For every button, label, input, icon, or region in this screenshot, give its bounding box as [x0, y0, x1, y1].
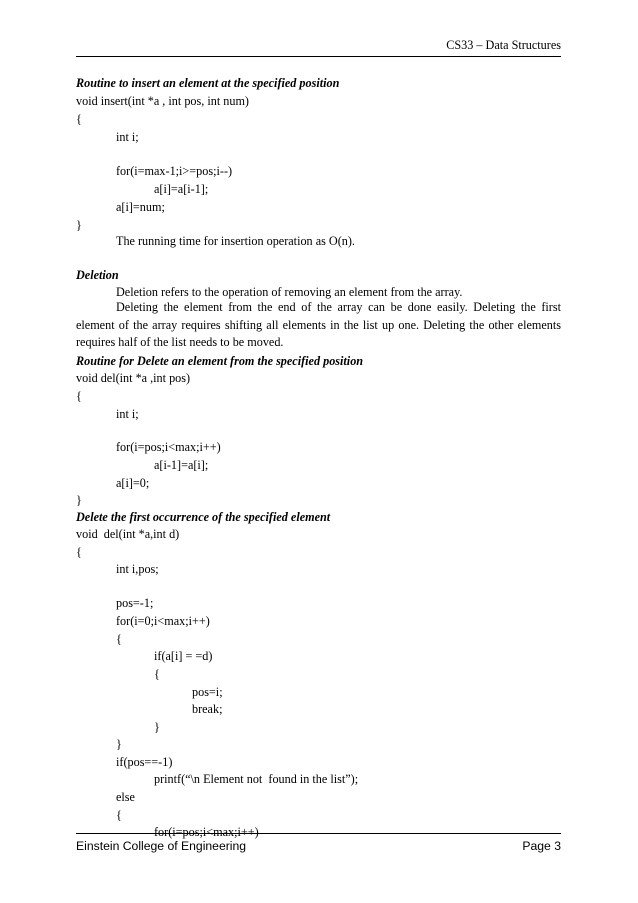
code-line: if(a[i] = =d): [154, 649, 213, 663]
deletion-paragraph-1: Deletion refers to the operation of removing an element from the array.: [116, 285, 463, 299]
code-line: void del(int *a,int d): [76, 527, 180, 541]
code-line: {: [116, 808, 122, 822]
code-line: }: [154, 720, 160, 734]
footer-page-number: Page 3: [522, 839, 561, 853]
code-line: {: [76, 545, 82, 559]
heading-delete-first-occurrence: Delete the first occurrence of the specified element: [76, 510, 331, 524]
code-line: a[i]=0;: [116, 476, 150, 490]
heading-delete-position-routine: Routine for Delete an element from the specified position: [76, 354, 364, 368]
code-line: a[i-1]=a[i];: [154, 458, 209, 472]
code-line: else: [116, 790, 135, 804]
code-line: {: [116, 632, 122, 646]
code-line: a[i]=num;: [116, 200, 165, 214]
code-line: {: [76, 389, 82, 403]
code-line: void del(int *a ,int pos): [76, 371, 191, 385]
header-course-title: CS33 – Data Structures: [446, 38, 561, 52]
code-line: for(i=pos;i<max;i++): [116, 440, 221, 454]
code-line: int i,pos;: [116, 562, 159, 576]
code-line: void insert(int *a , int pos, int num): [76, 94, 249, 108]
header-rule: [76, 56, 561, 57]
code-line: for(i=0;i<max;i++): [116, 614, 210, 628]
code-line: {: [154, 667, 160, 681]
code-line: if(pos==-1): [116, 755, 173, 769]
code-line: a[i]=a[i-1];: [154, 182, 209, 196]
footer-college-name: Einstein College of Engineering: [76, 839, 247, 853]
heading-deletion: Deletion: [76, 268, 119, 282]
code-line: int i;: [116, 130, 139, 144]
heading-insert-routine: Routine to insert an element at the specified position: [76, 76, 340, 90]
code-line: }: [116, 737, 122, 751]
code-line: {: [76, 112, 82, 126]
code-line: for(i=max-1;i>=pos;i--): [116, 164, 233, 178]
code-line: for(i=pos;i<max;i++): [154, 825, 259, 839]
code-line: pos=i;: [192, 685, 223, 699]
deletion-paragraph-2: Deleting the element from the end of the array can be done easily. Deleting the first element of the array requires shifting all elements in the list up one. Deleting the other elements requires half of the list needs to be moved.: [76, 300, 561, 349]
code-line: }: [76, 218, 82, 232]
code-line: int i;: [116, 407, 139, 421]
footer-rule: [76, 833, 561, 834]
code-line: pos=-1;: [116, 596, 154, 610]
running-time-note: The running time for insertion operation as O(n).: [116, 234, 355, 248]
code-line: break;: [192, 702, 223, 716]
code-line: printf(“\n Element not found in the list”);: [154, 772, 359, 786]
code-line: }: [76, 493, 82, 507]
